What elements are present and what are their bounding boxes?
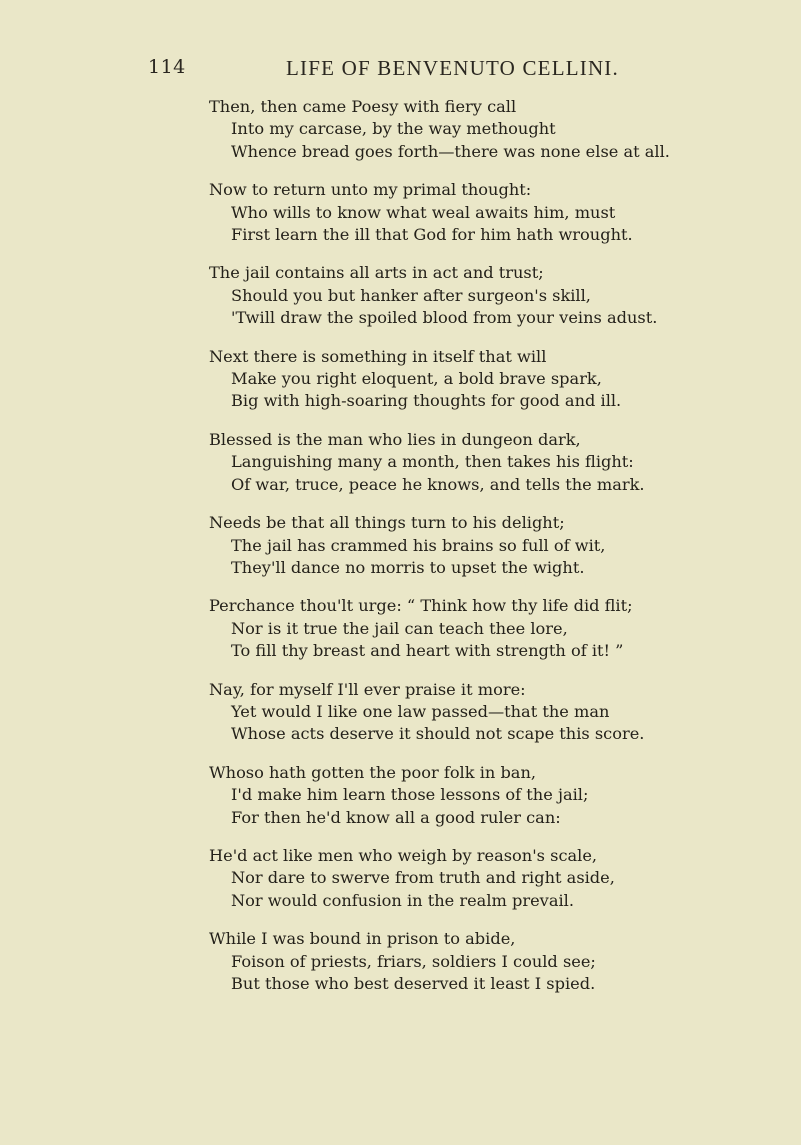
stanza xyxy=(209,179,749,246)
poem-line: Nor would confusion in the realm prevail. xyxy=(231,890,574,910)
stanza xyxy=(209,928,749,995)
poem-line: First learn the ill that God for him hath wrought. xyxy=(231,225,633,245)
poem-line: Of war, truce, peace he knows, and tells the mark. xyxy=(231,474,645,494)
poem-line: While I was bound in prison to abide, xyxy=(209,929,516,949)
poem-line: Blessed is the man who lies in dungeon dark, xyxy=(209,429,581,449)
poem-line: Needs be that all things turn to his delight; xyxy=(209,513,565,533)
stanza xyxy=(209,96,749,163)
poem-line: Nor dare to swerve from truth and right aside, xyxy=(231,868,615,888)
stanza xyxy=(209,845,749,912)
poem-line: Into my carcase, by the way methought xyxy=(231,119,556,139)
poem-line: I'd make him learn those lessons of the jail; xyxy=(231,785,589,805)
poem-line: Now to return unto my primal thought: xyxy=(209,180,532,200)
poem-line: 'Twill draw the spoiled blood from your veins adust. xyxy=(231,308,658,328)
poem-line: Make you right eloquent, a bold brave spark, xyxy=(231,369,602,389)
poem-line: Should you but hanker after surgeon's skill, xyxy=(231,285,591,305)
poem-line: Next there is something in itself that will xyxy=(209,346,547,366)
poem-line: Who wills to know what weal awaits him, must xyxy=(231,202,616,222)
poem-line: Whoso hath gotten the poor folk in ban, xyxy=(209,762,537,782)
running-head xyxy=(148,56,668,82)
poem-line: Nay, for myself I'll ever praise it more: xyxy=(209,679,526,699)
poem-line: Perchance thou'lt urge: “ Think how thy life did flit; xyxy=(209,596,633,616)
poem-line: Then, then came Poesy with fiery call xyxy=(209,97,517,116)
poem-line: Languishing many a month, then takes his flight: xyxy=(231,452,634,472)
stanza xyxy=(209,679,749,746)
stanza xyxy=(209,262,749,329)
poem-line: For then he'd know all a good ruler can: xyxy=(231,807,561,827)
poem-line: To fill thy breast and heart with strength of it! ” xyxy=(231,641,624,661)
stanza xyxy=(209,429,749,496)
stanza xyxy=(209,346,749,413)
poem-line: The jail contains all arts in act and trust; xyxy=(209,263,544,283)
stanza xyxy=(209,762,749,829)
stanza xyxy=(209,595,749,662)
page-number: 114 xyxy=(148,56,186,78)
poem-line: The jail has crammed his brains so full of wit, xyxy=(231,535,606,555)
poem-line: He'd act like men who weigh by reason's scale, xyxy=(209,845,598,865)
stanza xyxy=(209,512,749,579)
poem-line: They'll dance no morris to upset the wight. xyxy=(231,557,585,577)
poem-line: Whose acts deserve it should not scape this score. xyxy=(231,724,645,744)
running-title: LIFE OF BENVENUTO CELLINI. xyxy=(286,56,619,80)
poem-line: Whence bread goes forth—there was none else at all. xyxy=(231,141,670,161)
poem-line: But those who best deserved it least I spied. xyxy=(231,974,596,993)
poem xyxy=(209,96,749,1011)
poem-line: Yet would I like one law passed—that the man xyxy=(231,701,610,721)
poem-line: Nor is it true the jail can teach thee lore, xyxy=(231,618,568,638)
poem-line: Big with high-soaring thoughts for good and ill. xyxy=(231,391,622,411)
poem-line: Foison of priests, friars, soldiers I could see; xyxy=(231,951,596,971)
